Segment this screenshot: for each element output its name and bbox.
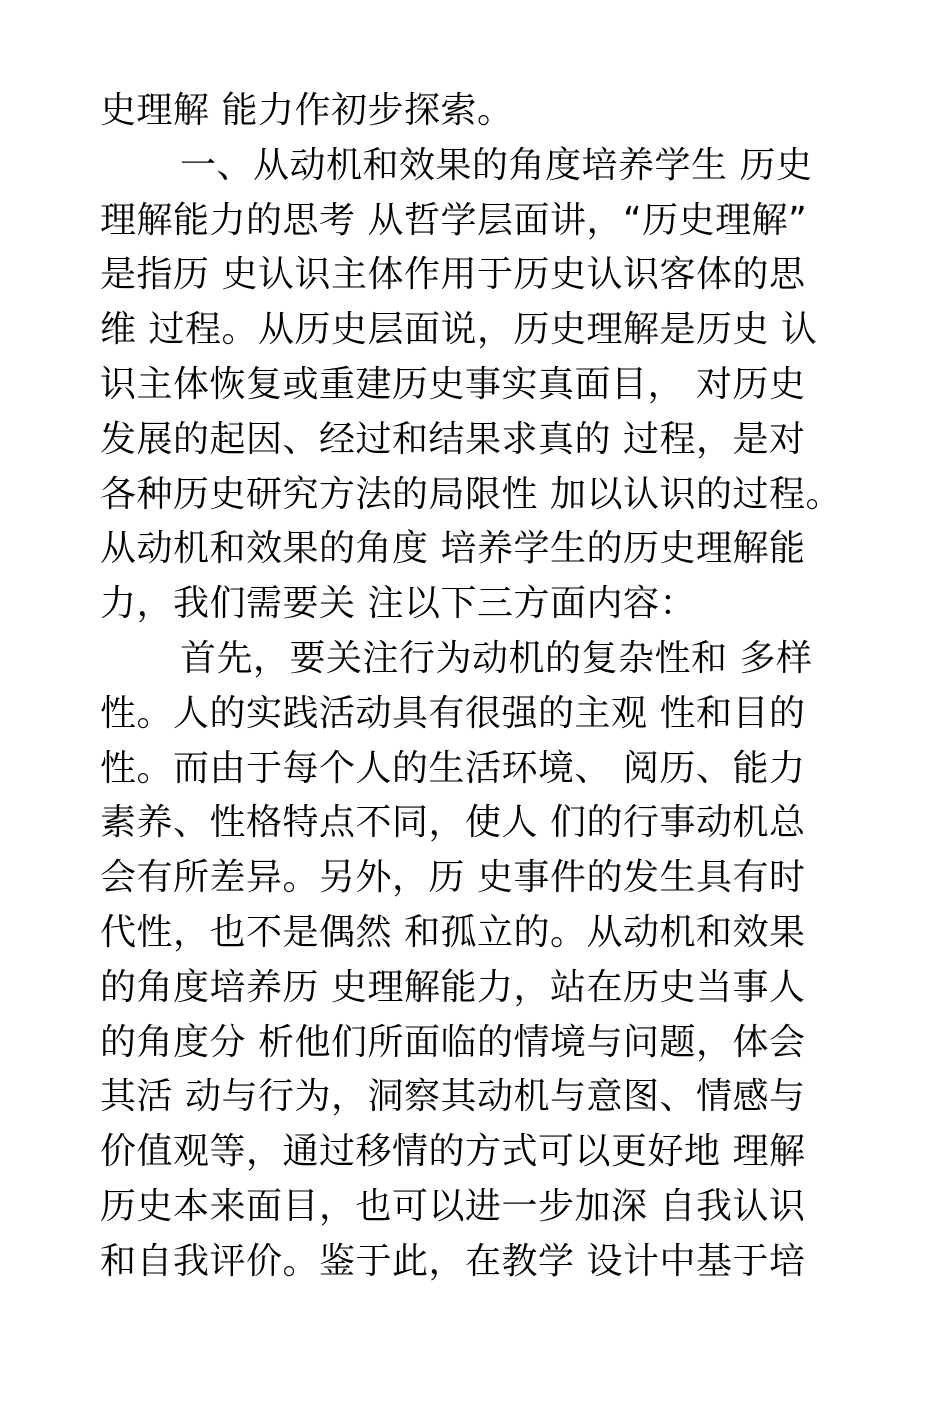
text-line: 代性，也不是偶然 和孤立的。从动机和效果 [100, 911, 806, 953]
text-line: 会有所差异。另外，历 史事件的发生具有时 [100, 857, 806, 899]
text-line: 的角度培养历 史理解能力，站在历史当事人 [100, 966, 806, 1008]
text-line: 发展的起因、经过和结果求真的 过程，是对 [100, 418, 806, 460]
text-line: 的角度分 析他们所面临的情境与问题，体会 [100, 1021, 806, 1063]
text-line: 维 过程。从历史层面说，历史理解是历史 认 [100, 309, 818, 351]
text-line: 和自我评价。鉴于此，在教学 设计中基于培 [100, 1240, 806, 1282]
paragraph-start-line: 首先，要关注行为动机的复杂性和 多样 [180, 637, 813, 679]
text-line: 性。而由于每个人的生活环境、 阅历、能力 [100, 747, 806, 789]
text-line: 历史本来面目，也可以进一步加深 自我认识 [100, 1185, 806, 1227]
text-line: 性。人的实践活动具有很强的主观 性和目的 [100, 692, 806, 734]
body-text [100, 84, 860, 1290]
text-line: 史理解 能力作初步探索。 [100, 90, 514, 131]
text-line: 价值观等，通过移情的方式可以更好地 理解 [100, 1131, 806, 1173]
text-line: 各种历史研究方法的局限性 加以认识的过程。 [100, 473, 842, 515]
text-line: 素养、性格特点不同，使人 们的行事动机总 [100, 802, 806, 844]
text-line: 力，我们需要关 注以下三方面内容： [100, 583, 696, 625]
text-line: 其活 动与行为，洞察其动机与意图、情感与 [100, 1076, 806, 1118]
text-line: 理解能力的思考 从哲学层面讲，“历史理解” [100, 199, 808, 241]
section-heading-line: 一、从动机和效果的角度培养学生 历史 [180, 144, 813, 186]
text-line: 从动机和效果的角度 培养学生的历史理解能 [100, 528, 806, 570]
text-line: 识主体恢复或重建历史事实真面目， 对历史 [100, 363, 806, 405]
text-line: 是指历 史认识主体作用于历史认识客体的思 [100, 254, 806, 296]
